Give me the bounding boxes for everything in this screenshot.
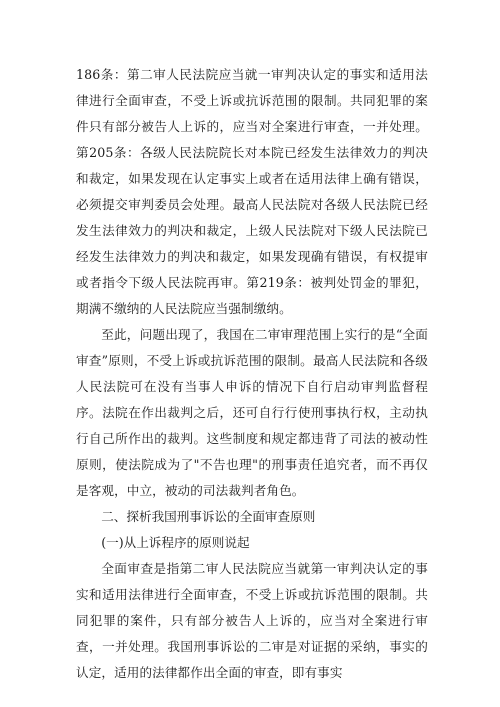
document-page <box>76 62 428 686</box>
body-paragraph-statute-excerpt: 186条：第二审人民法院应当就一审判决认定的事实和适用法律进行全面审查，不受上诉或抗诉范围的限制。共同犯罪的案件只有部分被告人上诉的，应当对全案进行审查，一并处理。第205条：各级人民法院院长对本院已经发生法律效力的判决和裁定，如果发现在认定事实上或者在适用法律上确有错误，必须提交审判委员会处理。最高人民法院对各级人民法院已经发生法律效力的判决和裁定，上级人民法院对下级人民法院已经发生法律效力的判决和裁定，如果发现确有错误，有权提审或者指令下级人民法院再审。第219条：被判处罚金的罪犯，期满不缴纳的人民法院应当强制缴纳。 <box>76 67 428 316</box>
body-paragraph-analysis: 至此，问题出现了，我国在二审审理范围上实行的是“全面审查”原则，不受上诉或抗诉范围的限制。最高人民法院和各级人民法院可在没有当事人申诉的情况下自行启动审判监督程序。法院在作出裁判之后，还可自行行使刑事执行权，主动执行自己所作出的裁判。这些制度和规定都违背了司法的被动性原则，使法院成为了"不告也理"的刑事责任追究者，而不再仅是客观，中立，被动的司法裁判者角色。 <box>76 327 428 498</box>
subsection-heading: (一)从上诉程序的原则说起 <box>101 535 250 550</box>
section-heading: 二、探析我国刑事诉讼的全面审查原则 <box>101 509 316 524</box>
body-paragraph-full-review: 全面审查是指第二审人民法院应当就第一审判决认定的事实和适用法律进行全面审查，不受上诉或抗诉范围的限制。共同犯罪的案件，只有部分被告人上诉的，应当对全案进行审查，一并处理。我国刑事诉讼的二审是对证据的采纳，事实的认定，适用的法律都作出全面的审查，即有事实 <box>76 561 428 680</box>
